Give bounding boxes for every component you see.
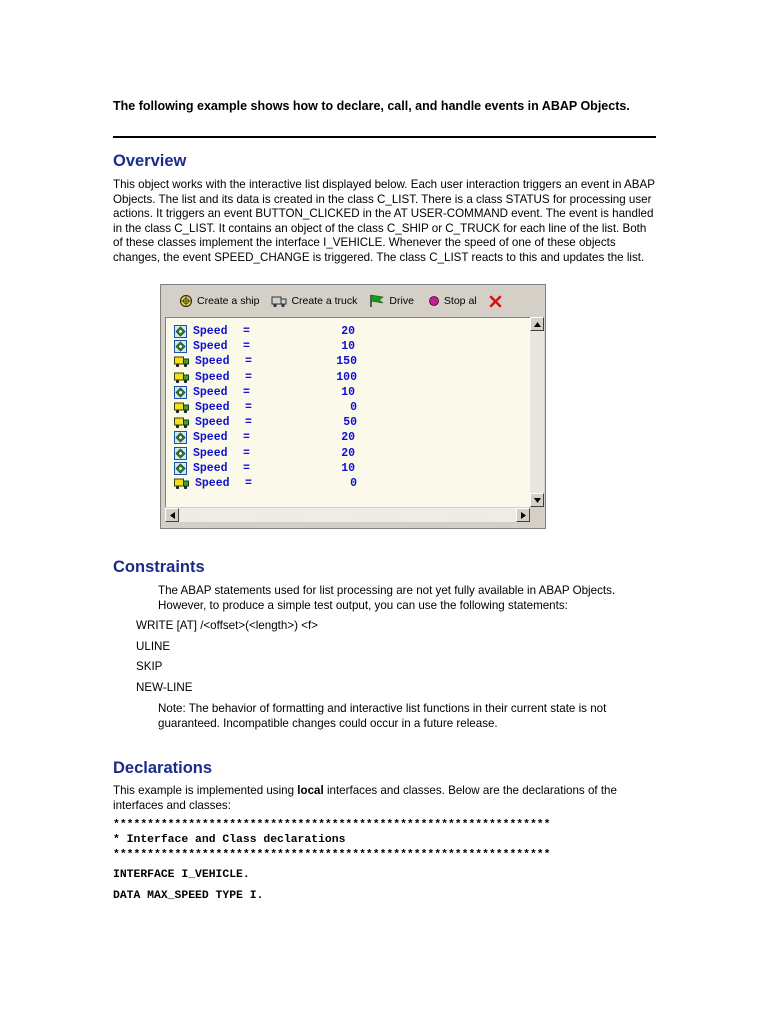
list-row[interactable] [174,324,355,339]
equals-sign: = [243,446,250,460]
overview-heading: Overview [113,152,187,170]
ship-icon [179,294,193,308]
equals-sign: = [243,385,250,399]
equals-sign: = [243,325,250,338]
ship-icon [174,386,187,399]
list-row[interactable] [174,370,357,385]
declarations-paragraph [113,784,658,813]
cancel-button[interactable] [489,295,506,308]
truck-icon [174,416,189,429]
speed-label: Speed [195,477,230,490]
close-icon [489,295,502,308]
create-truck-button[interactable] [271,294,357,308]
statement-skip: SKIP [136,660,163,673]
equals-sign: = [245,370,252,384]
speed-label: Speed [195,370,230,384]
create-ship-button[interactable] [179,294,259,308]
speed-label: Speed [193,461,228,475]
statement-new-line: NEW-LINE [136,681,193,694]
equals-sign: = [243,340,250,354]
scroll-down-arrow-icon[interactable] [530,493,544,507]
equals-sign: = [245,355,252,369]
truck-icon [174,371,189,384]
scroll-left-arrow-icon[interactable] [165,508,179,522]
list-row[interactable] [174,430,355,445]
code-comment: * Interface and Class declarations [113,834,346,846]
sap-list-window [160,284,546,529]
flag-icon [369,294,385,308]
speed-value: 10 [341,461,355,475]
statement-uline: ULINE [136,640,171,653]
truck-icon [174,355,189,368]
declarations-text-bold: local [297,784,324,797]
speed-label: Speed [195,401,230,414]
truck-icon [174,477,189,490]
constraints-heading: Constraints [113,558,205,576]
scroll-right-arrow-icon[interactable] [516,508,530,522]
stop-icon [428,295,440,307]
equals-sign: = [243,461,250,475]
truck-icon [174,401,189,414]
list-row[interactable] [174,461,355,476]
list-row[interactable] [174,354,357,369]
vehicle-list [165,317,530,507]
speed-label: Speed [193,340,228,354]
speed-label: Speed [195,416,230,430]
ship-icon [174,340,187,353]
statement-write: WRITE [AT] /<offset>(<length>) <f> [136,619,318,632]
sap-toolbar [161,285,545,317]
speed-value: 150 [336,355,357,369]
declarations-text-b: interfaces and classes. Below are the declarations of the interfaces and classes: [113,784,617,812]
speed-label: Speed [193,446,228,460]
create-truck-label: Create a truck [291,295,358,307]
equals-sign: = [245,401,252,414]
stop-all-label: Stop al [443,295,477,307]
speed-value: 20 [341,446,355,460]
speed-value: 20 [341,325,355,338]
speed-value: 10 [341,385,355,399]
list-row[interactable] [174,446,355,461]
create-ship-label: Create a ship [197,295,260,307]
code-stars-bottom: **************************************************************** [113,849,551,861]
speed-value: 0 [350,477,357,490]
equals-sign: = [245,477,252,490]
drive-label: Drive [389,295,414,307]
intro-text: The following example shows how to declare, call, and handle events in ABAP Objects. [113,99,630,113]
speed-value: 0 [350,401,357,414]
code-interface-line: INTERFACE I_VEHICLE. [113,869,250,881]
code-data-line: DATA MAX_SPEED TYPE I. [113,890,264,902]
ship-icon [174,447,187,460]
speed-value: 100 [336,370,357,384]
speed-value: 50 [343,416,357,430]
list-row[interactable] [174,400,357,415]
list-row[interactable] [174,339,355,354]
constraints-paragraph: The ABAP statements used for list processing are not yet fully available in ABAP Objects. However, to produce a simple test output, you can use the following statements: [158,584,616,612]
ship-icon [174,462,187,475]
speed-label: Speed [193,431,228,445]
list-row[interactable] [174,415,357,430]
speed-value: 20 [341,431,355,445]
stop-all-button[interactable] [428,295,477,307]
overview-paragraph: This object works with the interactive list displayed below. Each user interaction triggers an event in ABAP Objects. The list and its data is created in the class C_LIST. There is a class STATUS for processing user actions. It triggers an event BUTTON_CLICKED in the AT USER-COMMAND event. The event is handled in the class C_LIST. It contains an object of the class C_SHIP or C_TRUCK for each line of the list. Both of these classes implement the interface I_VEHICLE. Whenever the speed of one of these objects changes, the event SPEED_CHANGE is triggered. The class C_LIST reacts to this and updates the list. [113,178,655,264]
ship-icon [174,431,187,444]
drive-button[interactable] [369,294,414,308]
constraints-note: Note: The behavior of formatting and interactive list functions in their current state is not guaranteed. Incompatible changes could occur in a future release. [158,702,607,730]
declarations-heading: Declarations [113,759,213,777]
declarations-text-a: This example is implemented using [113,784,298,797]
speed-label: Speed [193,325,228,338]
horizontal-scrollbar[interactable] [165,508,530,522]
speed-label: Speed [193,385,228,399]
truck-icon [271,294,287,308]
vertical-scrollbar[interactable] [530,317,544,507]
intro-divider [113,136,656,138]
equals-sign: = [245,416,252,430]
list-row[interactable] [174,385,355,400]
ship-icon [174,325,187,338]
list-row[interactable] [174,476,357,491]
equals-sign: = [243,431,250,445]
scroll-up-arrow-icon[interactable] [530,317,544,331]
speed-label: Speed [195,355,230,369]
speed-value: 10 [341,340,355,354]
code-stars-top: **************************************************************** [113,819,551,831]
